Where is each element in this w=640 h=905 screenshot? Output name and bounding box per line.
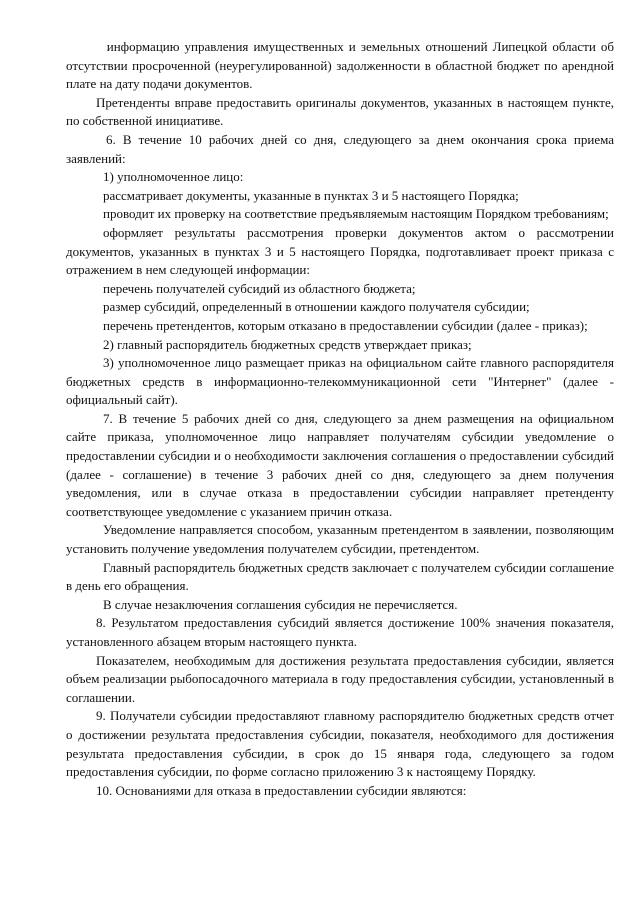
paragraph-1: информацию управления имущественных и земельных отношений Липецкой области об отсутствии просроченной (неурегулированной) задолженности в областной бюджет по арендной плате на дату подачи документов. — [66, 39, 614, 92]
paragraph-15: Главный распорядитель бюджетных средств заключает с получателем субсидии соглашение в день его обращения. — [66, 559, 614, 594]
paragraph-17: 8. Результатом предоставления субсидий является достижение 100% значения показателя, установленного абзацем вторым настоящего пункта. — [66, 615, 614, 649]
paragraph-14: Уведомление направляется способом, указанным претендентом в заявлении, позволяющим установить получение уведомления получателем субсидии, претендентом. — [66, 522, 614, 557]
paragraph-11: 2) главный распорядитель бюджетных средств утверждает приказ; — [103, 336, 472, 352]
paragraph-7: оформляет результаты рассмотрения проверки документов актом о рассмотрении документов, указанных в пунктах 3 и 5 настоящего Порядка, подготавливает проект приказа с отражением в нем следующей информации: — [66, 224, 614, 278]
paragraph-9: размер субсидий, определенный в отношении каждого получателя субсидии; — [103, 299, 530, 315]
paragraph-4: 1) уполномоченное лицо: — [103, 169, 244, 185]
paragraph-18: Показателем, необходимым для достижения результата предоставления субсидии, является объем реализации рыбопосадочного материала в году предоставления субсидии, установленный в соглашении. — [66, 652, 614, 705]
paragraph-20: 10. Основаниями для отказа в предоставлении субсидии являются: — [96, 782, 467, 798]
paragraph-3: 6. В течение 10 рабочих дней со дня, следующего за днем окончания срока приема заявлений: — [66, 131, 614, 166]
paragraph-10: перечень претендентов, которым отказано в предоставлении субсидии (далее - приказ); — [103, 317, 588, 333]
paragraph-5: рассматривает документы, указанные в пунктах 3 и 5 настоящего Порядка; — [103, 187, 519, 203]
paragraph-2: Претенденты вправе предоставить оригиналы документов, указанных в настоящем пункте, по собственной инициативе. — [66, 94, 614, 129]
paragraph-19: 9. Получатели субсидии предоставляют главному распорядителю бюджетных средств отчет о достижении результата предоставления субсидии, показателя, необходимого для достижения результата предоставления субсидии, в срок до 15 января года, следующего за годом предоставления субсидии, по форме согласно приложению 3 к настоящему Порядку. — [66, 708, 614, 780]
paragraph-13: 7. В течение 5 рабочих дней со дня, следующего за днем размещения на официальном сайте приказа, уполномоченное лицо направляет получателям субсидии уведомление о предоставлении субсидии и о необходимости заключения соглашения о предоставлении субсидий (далее - соглашение) в течение 3 рабочих дней со дня, следующего за днем получения уведомления, или в случае отказа в предоставлении субсидии направляет претенденту соответствующее уведомление с указанием причин отказа. — [66, 410, 614, 519]
paragraph-8: перечень получателей субсидий из областного бюджета; — [103, 280, 416, 296]
paragraph-6: проводит их проверку на соответствие предъявляемым настоящим Порядком требованиям; — [103, 206, 609, 222]
paragraph-16: В случае незаключения соглашения субсидия не перечисляется. — [103, 596, 458, 612]
paragraph-12: 3) уполномоченное лицо размещает приказ на официальном сайте главного распорядителя бюджетных средств в информационно-телекоммуникационной сети "Интернет" (далее - официальный сайт). — [66, 355, 614, 408]
